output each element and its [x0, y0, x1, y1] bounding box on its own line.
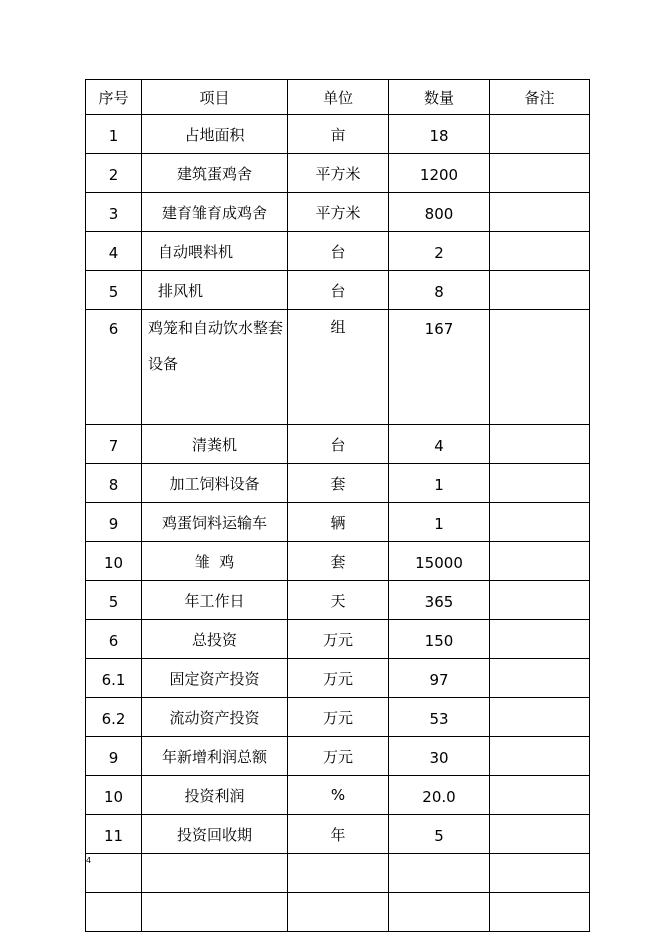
- cell-quantity: 30: [389, 737, 490, 776]
- cell-unit: 台: [288, 425, 389, 464]
- cell-item: 建育雏育成鸡舍: [142, 193, 288, 232]
- cell-item: 年新增利润总额: [142, 737, 288, 776]
- cell-quantity: 800: [389, 193, 490, 232]
- cell-unit: 平方米: [288, 154, 389, 193]
- cell-no: [86, 854, 142, 893]
- cell-no: 6.2: [86, 698, 142, 737]
- cell-note: [490, 737, 590, 776]
- cell-item: 雏 鸡: [142, 542, 288, 581]
- cell-unit: 万元: [288, 659, 389, 698]
- table-row: [86, 620, 590, 659]
- cell-item: [142, 854, 288, 893]
- cell-unit: 台: [288, 271, 389, 310]
- cell-note: [490, 232, 590, 271]
- cell-quantity: 8: [389, 271, 490, 310]
- table-row: [86, 115, 590, 154]
- table-row: [86, 815, 590, 854]
- cell-unit: 万元: [288, 620, 389, 659]
- cell-unit: 亩: [288, 115, 389, 154]
- cell-unit: 天: [288, 581, 389, 620]
- cell-quantity: 2: [389, 232, 490, 271]
- table-row: [86, 737, 590, 776]
- cell-no: 1: [86, 115, 142, 154]
- cell-note: [490, 620, 590, 659]
- cell-unit: [288, 854, 389, 893]
- cell-quantity: 150: [389, 620, 490, 659]
- cell-note: [490, 698, 590, 737]
- cell-quantity: 18: [389, 115, 490, 154]
- header-unit: 单位: [288, 80, 389, 115]
- table-row: [86, 193, 590, 232]
- table-row: [86, 271, 590, 310]
- table-row: [86, 154, 590, 193]
- cell-no: 11: [86, 815, 142, 854]
- cell-note: [490, 271, 590, 310]
- cell-no: 5: [86, 271, 142, 310]
- cell-item: 固定资产投资: [142, 659, 288, 698]
- page-number: 4: [86, 856, 92, 865]
- table-row: [86, 464, 590, 503]
- cell-item: 自动喂料机: [142, 232, 288, 271]
- cell-note: [490, 659, 590, 698]
- cell-item: 排风机: [142, 271, 288, 310]
- cell-no: 8: [86, 464, 142, 503]
- cell-no: 4: [86, 232, 142, 271]
- cell-unit: 年: [288, 815, 389, 854]
- cell-no: 6.1: [86, 659, 142, 698]
- table-row: [86, 310, 590, 425]
- cell-item: 清粪机: [142, 425, 288, 464]
- cell-item: 加工饲料设备: [142, 464, 288, 503]
- cell-item: 鸡笼和自动饮水整套设备: [142, 310, 288, 425]
- table-header-row: [86, 80, 590, 115]
- cell-quantity: 97: [389, 659, 490, 698]
- cell-unit: [288, 893, 389, 932]
- cell-item: 年工作日: [142, 581, 288, 620]
- cell-item: 投资利润: [142, 776, 288, 815]
- cell-note: [490, 776, 590, 815]
- header-note: 备注: [490, 80, 590, 115]
- cell-item: [142, 893, 288, 932]
- table-row: [86, 503, 590, 542]
- cell-quantity: 53: [389, 698, 490, 737]
- cell-note: [490, 425, 590, 464]
- cell-item: 投资回收期: [142, 815, 288, 854]
- cell-quantity: 1: [389, 464, 490, 503]
- cell-unit: 套: [288, 464, 389, 503]
- cell-no: 9: [86, 737, 142, 776]
- cell-note: [490, 542, 590, 581]
- table-row: [86, 854, 590, 893]
- cell-no: 10: [86, 776, 142, 815]
- cell-item: 鸡蛋饲料运输车: [142, 503, 288, 542]
- cell-unit: 万元: [288, 737, 389, 776]
- cell-note: [490, 581, 590, 620]
- cell-unit: 辆: [288, 503, 389, 542]
- cell-note: [490, 115, 590, 154]
- cell-quantity: [389, 893, 490, 932]
- cell-unit: 平方米: [288, 193, 389, 232]
- cell-unit: 组: [288, 310, 389, 425]
- cell-item: 建筑蛋鸡舍: [142, 154, 288, 193]
- cell-note: [490, 815, 590, 854]
- cell-no: 6: [86, 620, 142, 659]
- cell-note: [490, 854, 590, 893]
- table-row: [86, 232, 590, 271]
- table-row: [86, 659, 590, 698]
- cell-no: [86, 893, 142, 932]
- project-spec-table: [85, 79, 590, 932]
- cell-no: 6: [86, 310, 142, 425]
- cell-unit: 万元: [288, 698, 389, 737]
- cell-quantity: 4: [389, 425, 490, 464]
- cell-no: 9: [86, 503, 142, 542]
- cell-quantity: [389, 854, 490, 893]
- header-quantity: 数量: [389, 80, 490, 115]
- cell-unit: %: [288, 776, 389, 815]
- cell-unit: 套: [288, 542, 389, 581]
- table-row: [86, 776, 590, 815]
- cell-quantity: 365: [389, 581, 490, 620]
- cell-note: [490, 310, 590, 425]
- table-row: [86, 542, 590, 581]
- cell-unit: 台: [288, 232, 389, 271]
- cell-no: 2: [86, 154, 142, 193]
- cell-note: [490, 893, 590, 932]
- cell-quantity: 15000: [389, 542, 490, 581]
- cell-item: 流动资产投资: [142, 698, 288, 737]
- cell-note: [490, 464, 590, 503]
- cell-note: [490, 193, 590, 232]
- cell-quantity: 167: [389, 310, 490, 425]
- cell-no: 5: [86, 581, 142, 620]
- table-row: [86, 698, 590, 737]
- table-row: [86, 893, 590, 932]
- cell-note: [490, 503, 590, 542]
- header-no: 序号: [86, 80, 142, 115]
- cell-quantity: 1200: [389, 154, 490, 193]
- cell-quantity: 5: [389, 815, 490, 854]
- cell-no: 7: [86, 425, 142, 464]
- table-row: [86, 581, 590, 620]
- cell-note: [490, 154, 590, 193]
- header-item: 项目: [142, 80, 288, 115]
- cell-no: 3: [86, 193, 142, 232]
- cell-item: 占地面积: [142, 115, 288, 154]
- cell-no: 10: [86, 542, 142, 581]
- cell-item: 总投资: [142, 620, 288, 659]
- table-row: [86, 425, 590, 464]
- cell-quantity: 20.0: [389, 776, 490, 815]
- cell-quantity: 1: [389, 503, 490, 542]
